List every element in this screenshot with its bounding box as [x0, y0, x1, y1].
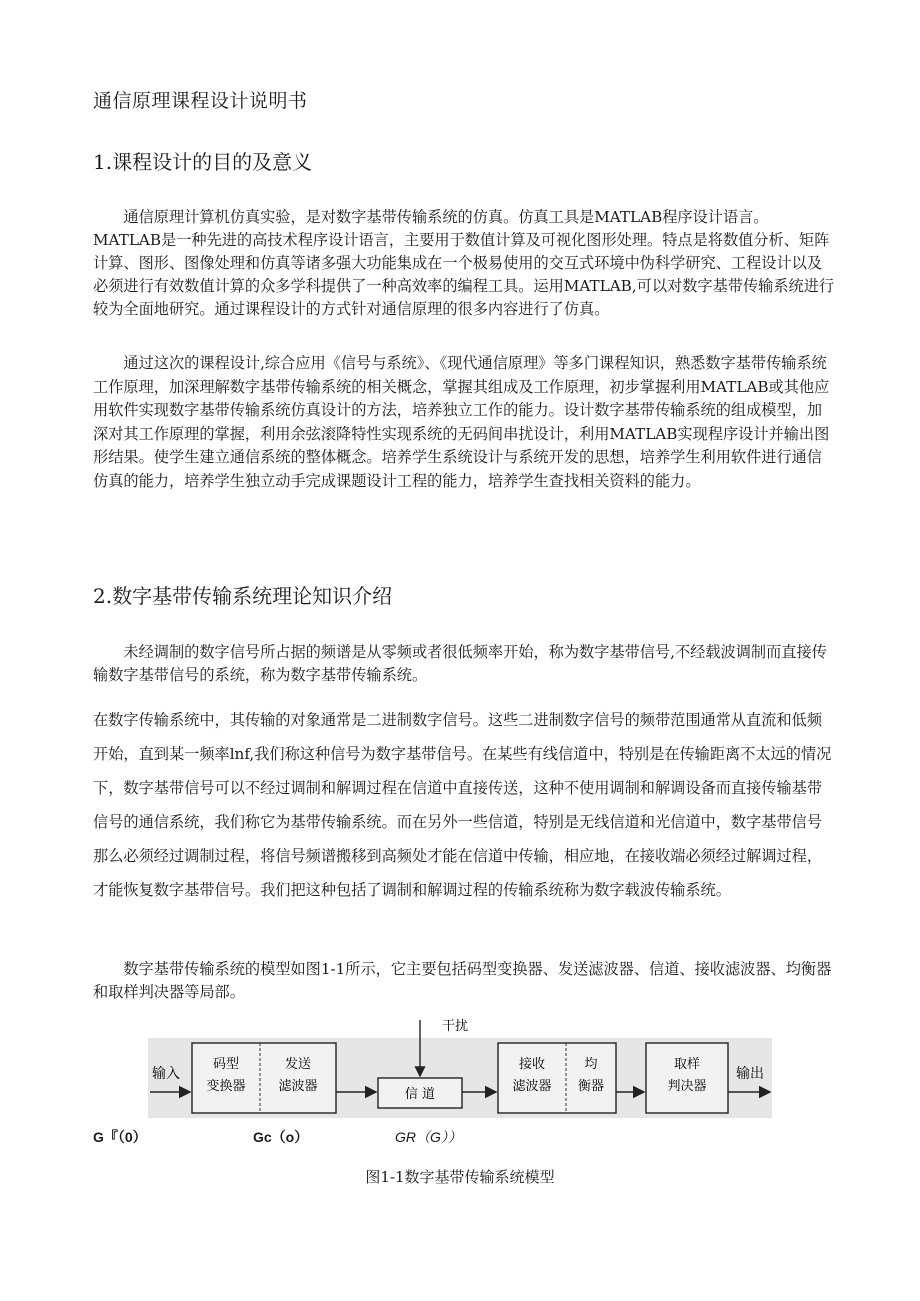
section-2-heading: 2.数字基带传输系统理论知识介绍: [93, 584, 393, 608]
channel-transfer-label: Gc（o）: [253, 1129, 309, 1145]
box3-left-line1: 接收: [518, 1057, 546, 1072]
sampling-decision-box: [646, 1043, 728, 1113]
block-diagram: [148, 1012, 778, 1122]
box1-right-line2: 滤波器: [278, 1079, 318, 1094]
box4-line2: 判决器: [667, 1079, 707, 1094]
box3-right-line2: 衡器: [577, 1079, 605, 1094]
paragraph-model-description: 数字基带传输系统的模型如图1-1所示，它主要包括码型变换器、发送滤波器、信道、接收滤波器、均衡器和取样判决器等局部。: [93, 960, 832, 1001]
box3-right-line1: 均: [584, 1057, 598, 1072]
box1-left-line2: 变换器: [206, 1079, 246, 1094]
input-label: 输入: [152, 1066, 180, 1082]
channel-label: 信 道: [404, 1087, 436, 1102]
transmit-transfer-label: G『（0）: [93, 1129, 147, 1145]
receive-filter-equalizer-box: [498, 1043, 616, 1113]
paragraph-transmission-types: 在数字传输系统中，其传输的对象通常是二进制数字信号。这些二进制数字信号的频带范围通常从直流和低频开始，直到某一频率lnf,我们称这种信号为数字基带信号。在某些有线信道中，特别是在传输距离不太远的情况下，数字基带信号可以不经过调制和解调过程在信道中直接传送，这种不使用调制和解调设备而直接传输基带信号的通信系统，我们称它为基带传输系统。而在另外一些信道，特别是无线信道和光信道中，数字基带信号那么必须经过调制过程，将信号频谱搬移到高频处才能在信道中传输，相应地，在接收端必须经过解调过程，才能恢复数字基带信号。我们把这种包括了调制和解调过程的传输系统称为数字载波传输系统。: [93, 711, 832, 899]
receive-transfer-label: GR（G））: [395, 1129, 462, 1145]
interference-label: 干扰: [442, 1019, 469, 1034]
document-title: 通信原理课程设计说明书: [93, 90, 308, 112]
paragraph-simulation-intro: 通信原理计算机仿真实验，是对数字基带传输系统的仿真。仿真工具是MATLAB程序设计语言。MATLAB是一种先进的高技术程序设计语言，主要用于数值计算及可视化图形处理。特点是将数值分析、矩阵计算、图形、图像处理和仿真等诸多强大功能集成在一个极易使用的交互式环境中伪科学研究、工程设计以及必须进行有效数值计算的众多学科提供了一种高效率的编程工具。运用MATLAB,可以对数字基带传输系统进行较为全面地研究。通过课程设计的方式针对通信原理的很多内容进行了仿真。: [93, 208, 835, 318]
paragraph-course-goals: 通过这次的课程设计,综合应用《信号与系统》、《现代通信原理》等多门课程知识，熟悉数字基带传输系统工作原理，加深理解数字基带传输系统的相关概念，掌握其组成及工作原理，初步掌握利用MATLAB或其他应用软件实现数字基带传输系统仿真设计的方法，培养独立工作的能力。设计数字基带传输系统的组成模型，加深对其工作原理的掌握，利用余弦滚降特性实现系统的无码间串扰设计，利用MATLAB实现程序设计并输出图形结果。使学生建立通信系统的整体概念。培养学生系统设计与系统开发的思想，培养学生利用软件进行通信仿真的能力，培养学生独立动手完成课题设计工程的能力，培养学生查找相关资料的能力。: [93, 354, 830, 490]
box3-left-line2: 滤波器: [512, 1079, 552, 1094]
transfer-function-labels: [93, 1127, 593, 1149]
coder-transmit-filter-box: [192, 1043, 336, 1113]
box1-left-line1: 码型: [212, 1057, 240, 1072]
output-label: 输出: [736, 1066, 764, 1082]
section-1-heading: 1.课程设计的目的及意义: [93, 150, 313, 174]
figure-caption: 图1-1数字基带传输系统模型: [365, 1168, 555, 1186]
paragraph-baseband-definition: 未经调制的数字信号所占据的频谱是从零频或者很低频率开始，称为数字基带信号,不经载波调制而直接传输数字基带信号的系统，称为数字基带传输系统。: [93, 643, 827, 684]
box1-right-line1: 发送: [284, 1057, 312, 1072]
box4-line1: 取样: [673, 1057, 701, 1072]
